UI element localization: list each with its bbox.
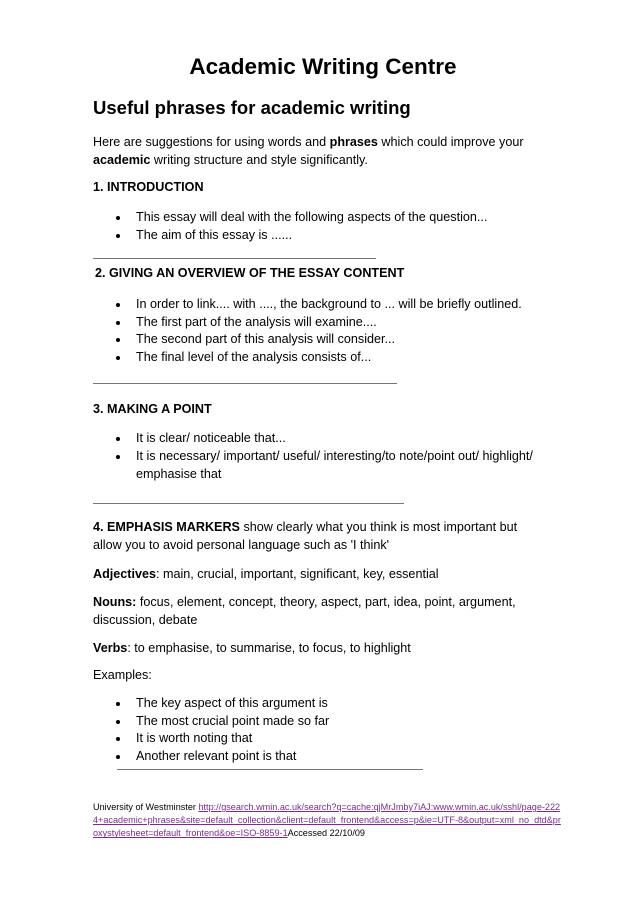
page-subtitle: Useful phrases for academic writing <box>93 97 411 118</box>
verbs-text: : to emphasise, to summarise, to focus, to highlight <box>127 641 411 655</box>
section-introduction-list <box>93 209 487 244</box>
list-item: The final level of the analysis consists of... <box>93 349 522 367</box>
intro-bold-academic: academic <box>93 153 151 167</box>
footer-accessed: Accessed 22/10/09 <box>287 828 365 839</box>
adjectives-label: Adjectives <box>93 567 156 581</box>
intro-line-2 <box>93 151 368 170</box>
list-item: It is clear/ noticeable that... <box>93 430 533 448</box>
intro-text: writing structure and style significantly. <box>150 153 368 167</box>
nouns-line <box>93 593 516 612</box>
section-divider <box>93 503 404 504</box>
list-item: The key aspect of this argument is <box>93 695 329 713</box>
intro-text: which could improve your <box>377 135 524 149</box>
intro-bold-phrases: phrases <box>329 135 378 149</box>
verbs-line <box>93 639 411 658</box>
intro-text: Here are suggestions for using words and <box>93 135 330 149</box>
list-item: It is worth noting that <box>93 730 329 748</box>
emphasis-heading-bold: 4. EMPHASIS MARKERS <box>93 520 240 534</box>
section-making-point-heading: 3. MAKING A POINT <box>93 402 212 416</box>
list-item: It is necessary/ important/ useful/ interesting/to note/point out/ highlight/ <box>93 448 533 466</box>
examples-list <box>93 695 329 765</box>
page-title: Academic Writing Centre <box>189 54 457 79</box>
list-item: This essay will deal with the following aspects of the question... <box>93 209 487 227</box>
section-introduction-heading: 1. INTRODUCTION <box>93 180 204 194</box>
section-emphasis-heading <box>93 518 517 537</box>
footer-citation <box>93 801 563 841</box>
footer-source-link[interactable]: http://gsearch.wmin.ac.uk/search?q=cache:qjMrJmby7iAJ:www.wmin.ac.uk/sshl/page-2224+academic+phrases&site=default_collection&client=default_frontend&access=p&ie=UTF-8&output=xml_no_dtd&proxystylesheet=default_frontend&oe=ISO-8859-1 <box>93 802 561 839</box>
section-divider <box>93 258 376 259</box>
examples-label: Examples: <box>93 668 152 682</box>
section-emphasis-heading-line-2: allow you to avoid personal language such as 'I think' <box>93 538 390 552</box>
section-making-point-list <box>93 430 533 465</box>
section-divider <box>117 769 423 770</box>
adjectives-line <box>93 565 439 584</box>
verbs-label: Verbs <box>93 641 128 655</box>
intro-line-1 <box>93 133 524 152</box>
section-overview-list <box>93 296 522 366</box>
section-divider <box>93 383 397 384</box>
nouns-line-2: discussion, debate <box>93 613 198 627</box>
list-item: In order to link.... with ...., the background to ... will be briefly outlined. <box>93 296 522 314</box>
nouns-text: focus, element, concept, theory, aspect, part, idea, point, argument, <box>136 595 516 609</box>
emphasis-heading-text: show clearly what you think is most important but <box>239 520 518 534</box>
nouns-label: Nouns: <box>93 595 137 609</box>
list-item-continuation: emphasise that <box>136 467 222 481</box>
section-overview-heading: 2. GIVING AN OVERVIEW OF THE ESSAY CONTENT <box>95 266 405 280</box>
list-item: The second part of this analysis will consider... <box>93 331 522 349</box>
adjectives-text: : main, crucial, important, significant, key, essential <box>156 567 439 581</box>
list-item: The first part of the analysis will examine.... <box>93 314 522 332</box>
list-item: Another relevant point is that <box>93 748 329 766</box>
list-item: The most crucial point made so far <box>93 713 329 731</box>
list-item: The aim of this essay is ...... <box>93 227 487 245</box>
footer-prefix: University of Westminster <box>93 802 199 812</box>
